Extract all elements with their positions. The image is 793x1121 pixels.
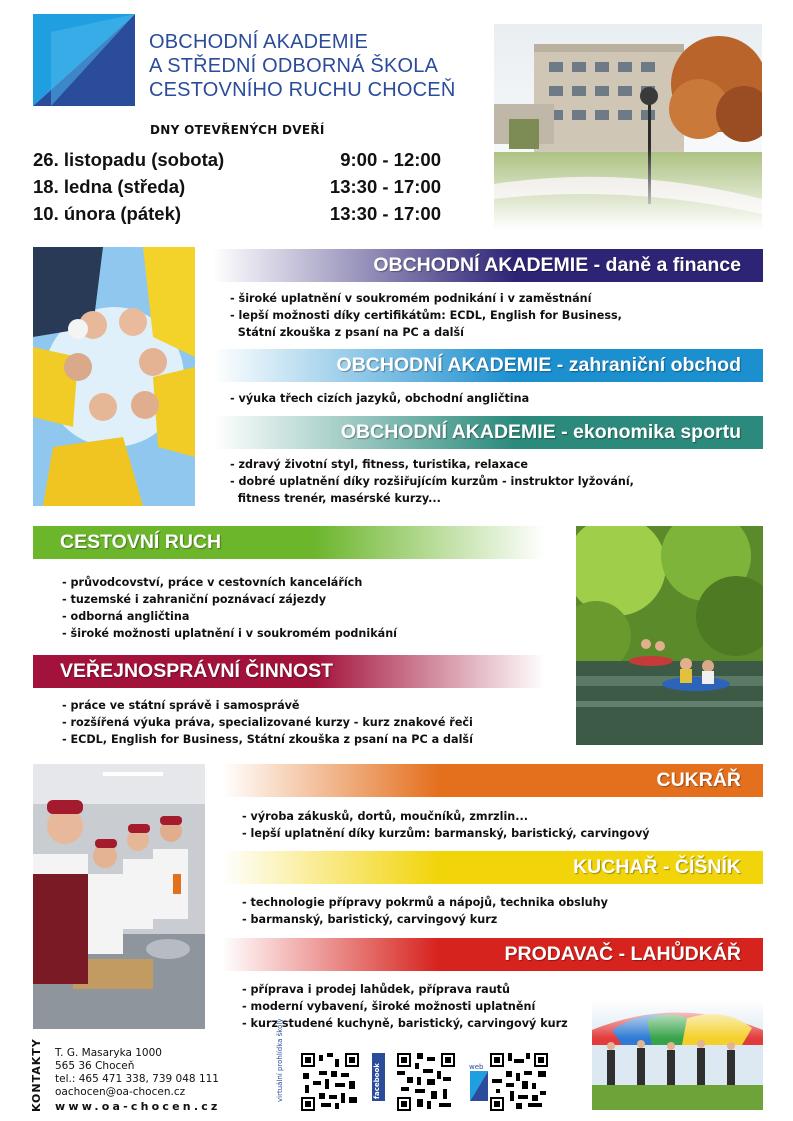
bullet-item: - příprava i prodej lahůdek, příprava rautů	[242, 983, 510, 996]
open-day-row	[33, 203, 453, 229]
program-bullets-sport-economics	[230, 456, 634, 507]
program-bullets-finance	[230, 290, 622, 341]
program-band-finance: OBCHODNÍ AKADEMIE - daně a finance	[213, 249, 763, 282]
program-band-foreign-trade: OBCHODNÍ AKADEMIE - zahraniční obchod	[213, 349, 763, 382]
bullet-item: - lepší možnosti díky certifikátům: ECDL, English for Business,	[230, 309, 622, 322]
bullet-item: - průvodcovství, práce v cestovních kancelářích	[62, 576, 363, 589]
school-name-line: CESTOVNÍHO RUCHU CHOCEŇ	[149, 79, 456, 101]
qr-code-virtual-tour[interactable]	[301, 1053, 359, 1111]
qr-code-facebook[interactable]	[397, 1053, 455, 1111]
bullet-item: - odborná angličtina	[62, 610, 190, 623]
program-bullets-foreign-trade	[230, 390, 529, 407]
contact-block	[55, 1047, 221, 1113]
open-day-date: 18. ledna (středa)	[33, 176, 186, 197]
program-band-public-admin: VEŘEJNOSPRÁVNÍ ČINNOST	[33, 655, 545, 688]
bullet-item: - rozšířená výuka práva, specializované kurzy - kurz znakové řeči	[62, 716, 473, 729]
program-bullets-public-admin	[62, 697, 473, 748]
contact-website[interactable]: www.oa-chocen.cz	[55, 1100, 221, 1113]
open-day-time: 13:30 - 17:00	[329, 203, 441, 224]
program-band-tourism: CESTOVNÍ RUCH	[33, 526, 545, 559]
school-name-line: OBCHODNÍ AKADEMIE	[149, 31, 368, 53]
program-bullets-deli-seller	[242, 981, 568, 1032]
program-band-confectioner: CUKRÁŘ	[222, 764, 763, 797]
bullet-item: - barmanský, baristický, carvingový kurz	[242, 913, 498, 926]
school-name	[149, 30, 455, 102]
bullet-item: - dobré uplatnění díky rozšiřujícím kurzům - instruktor lyžování,	[230, 475, 634, 488]
web-logo-icon	[466, 1063, 488, 1101]
parachute-game-photo	[592, 1000, 763, 1110]
bullet-item: - široké možnosti uplatnění i v soukromém podnikání	[62, 627, 398, 640]
bullet-item: - technologie přípravy pokrmů a nápojů, technika obsluhy	[242, 896, 608, 909]
bullet-item: - kurz studené kuchyně, baristický, carvingový kurz	[242, 1017, 568, 1030]
contacts-label: KONTAKTY	[30, 1038, 43, 1112]
web-label: web	[469, 1063, 484, 1071]
bullet-item: - lepší uplatnění díky kurzům: barmanský, baristický, carvingový	[242, 827, 650, 840]
contact-email[interactable]: oachocen@oa-chocen.cz	[55, 1086, 186, 1098]
river-canoe-photo	[576, 526, 763, 745]
open-days-title: DNY OTEVŘENÝCH DVEŘÍ	[150, 123, 325, 137]
bullet-item: fitness trenér, masérské kurzy...	[230, 492, 441, 505]
school-building-photo	[494, 24, 762, 230]
bullet-item: - výuka třech cizích jazyků, obchodní angličtina	[230, 392, 530, 405]
open-day-row	[33, 176, 453, 202]
program-bullets-tourism	[62, 574, 397, 642]
open-day-time: 13:30 - 17:00	[329, 176, 441, 197]
open-day-date: 10. února (pátek)	[33, 203, 182, 224]
qr-code-web[interactable]	[490, 1053, 548, 1111]
contact-phone: tel.: 465 471 338, 739 048 111	[55, 1073, 219, 1085]
school-name-line: A STŘEDNÍ ODBORNÁ ŠKOLA	[149, 55, 439, 77]
virtual-tour-label: virtuální prohlídka školy	[276, 1018, 284, 1102]
program-band-cook-waiter: KUCHAŘ - ČÍŠNÍK	[222, 851, 763, 884]
school-logo	[33, 14, 135, 106]
facebook-label: facebook	[373, 1063, 381, 1099]
program-bullets-cook-waiter	[242, 894, 608, 928]
bullet-item: - široké uplatnění v soukromém podnikání i v zaměstnání	[230, 292, 592, 305]
students-circle-photo	[33, 247, 195, 506]
bullet-item: - moderní vybavení, široké možnosti uplatnění	[242, 1000, 536, 1013]
program-bullets-confectioner	[242, 808, 650, 842]
facebook-tag	[372, 1053, 385, 1101]
bullet-item: - zdravý životní styl, fitness, turistika, relaxace	[230, 458, 529, 471]
contact-address-line: 565 36 Choceň	[55, 1060, 135, 1072]
bullet-item: - ECDL, English for Business, Státní zkouška z psaní na PC a další	[62, 733, 473, 746]
contact-address-line: T. G. Masaryka 1000	[55, 1047, 162, 1059]
open-day-row	[33, 149, 453, 175]
bullet-item: - tuzemské i zahraniční poznávací zájezdy	[62, 593, 327, 606]
open-day-date: 26. listopadu (sobota)	[33, 149, 225, 170]
program-band-sport-economics: OBCHODNÍ AKADEMIE - ekonomika sportu	[213, 416, 763, 449]
bullet-item: Státní zkouška z psaní na PC a další	[230, 326, 464, 339]
program-band-deli-seller: PRODAVAČ - LAHŮDKÁŘ	[222, 938, 763, 971]
open-day-time: 9:00 - 12:00	[340, 149, 441, 170]
bullet-item: - práce ve státní správě i samosprávě	[62, 699, 300, 712]
chefs-kitchen-photo	[33, 764, 205, 1029]
bullet-item: - výroba zákusků, dortů, moučníků, zmrzlin...	[242, 810, 528, 823]
